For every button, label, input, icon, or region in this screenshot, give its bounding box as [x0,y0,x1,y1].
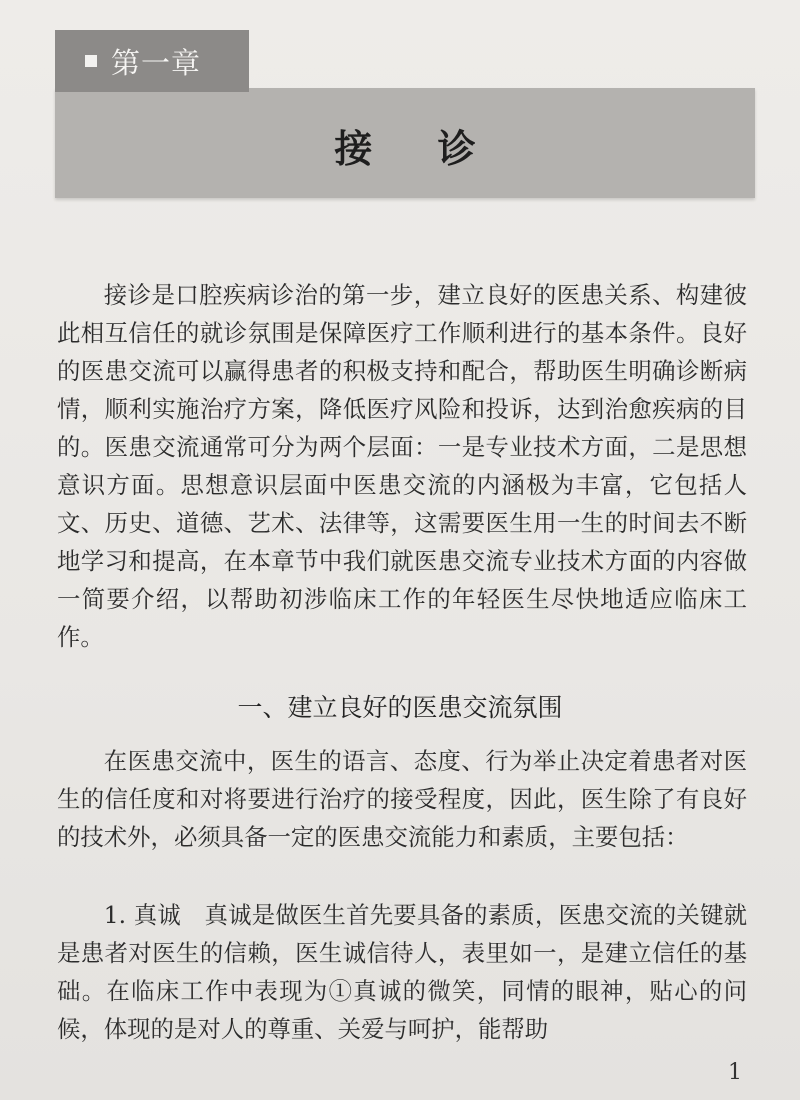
chapter-tab [55,30,249,92]
chapter-title: 接 诊 [334,127,502,171]
intro-paragraph: 接诊是口腔疾病诊治的第一步，建立良好的医患关系、构建彼此相互信任的就诊氛围是保障医疗工作顺利进行的基本条件。良好的医患交流可以赢得患者的积极支持和配合，帮助医生明确诊断病情，顺利实施治疗方案，降低医疗风险和投诉，达到治愈疾病的目的。医患交流通常可分为两个层面：一是专业技术方面，二是思想意识方面。思想意识层面中医患交流的内涵极为丰富，它包括人文、历史、道德、艺术、法律等，这需要医生用一生的时间去不断地学习和提高，在本章节中我们就医患交流专业技术方面的内容做一简要介绍，以帮助初涉临床工作的年轻医生尽快地适应临床工作。 [57,281,747,651]
page-number: 1 [728,1060,742,1085]
list-item-sincerity: 1. 真诚 真诚是做医生首先要具备的素质，医患交流的关键就是患者对医生的信赖，医生诚信待人，表里如一，是建立信任的基础。在临床工作中表现为①真诚的微笑，同情的眼神，贴心的问候，体现的是对人的尊重、关爱与呵护，能帮助 [57,901,747,1043]
section-intro-paragraph: 在医患交流中，医生的语言、态度、行为举止决定着患者对医生的信任度和对将要进行治疗的接受程度，因此，医生除了有良好的技术外，必须具备一定的医患交流能力和素质，主要包括： [57,747,747,851]
section-heading: 一、建立良好的医患交流氛围 [237,693,563,722]
chapter-label: 第一章 [111,45,202,80]
list-item-block [57,896,747,1048]
square-bullet-icon [85,55,97,67]
section-intro-block [57,742,747,856]
intro-paragraph-block [57,276,747,656]
